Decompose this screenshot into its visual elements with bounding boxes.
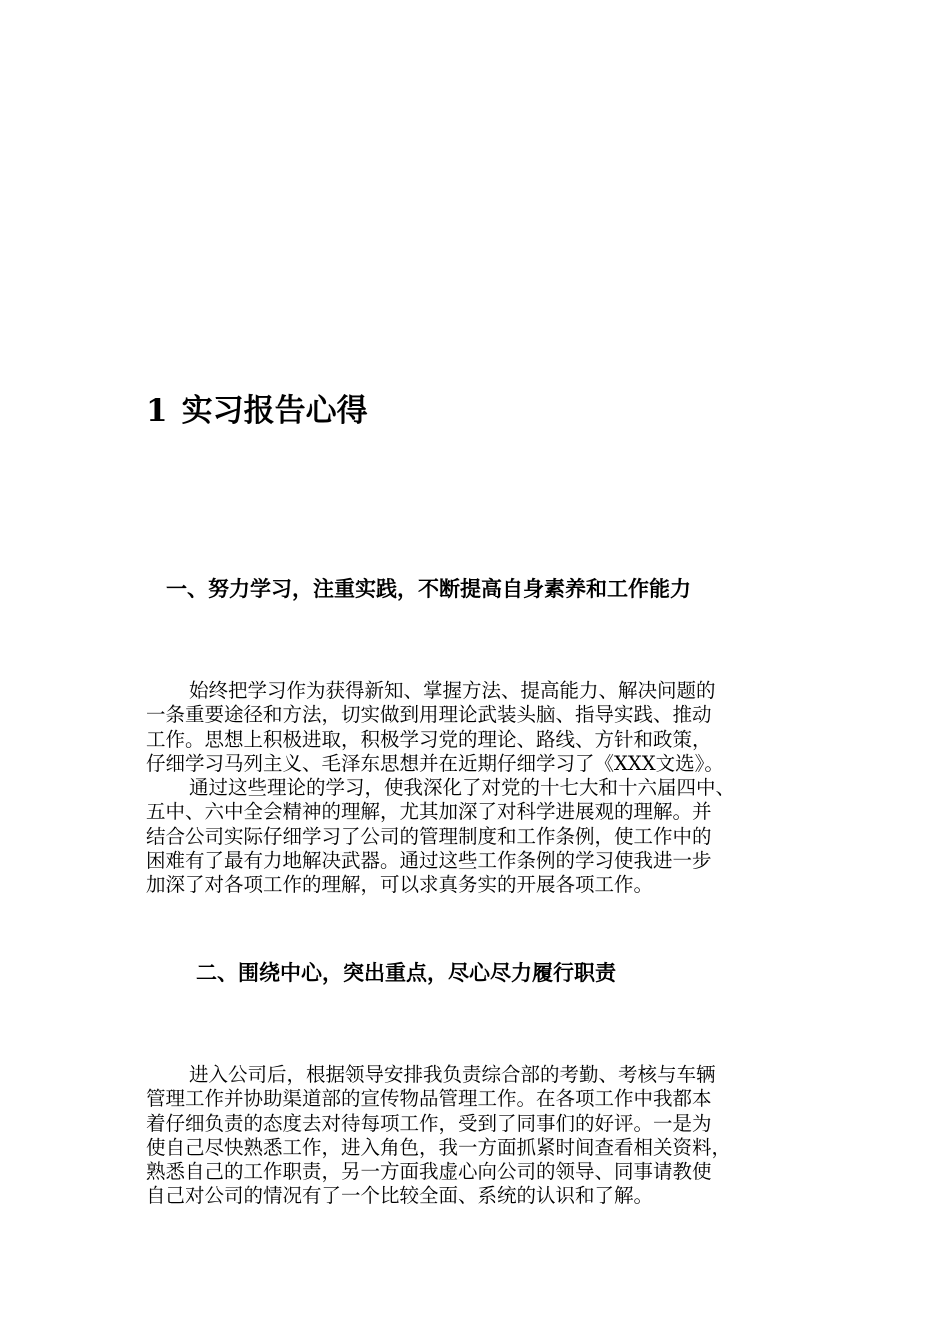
paragraph-line: 仔细学习马列主义、毛泽东思想并在近期仔细学习了《XXX文选》。 <box>146 751 724 775</box>
paragraph-line: 通过这些理论的学习，使我深化了对党的十七大和十六届四中、 <box>189 776 736 800</box>
paragraph-line: 使自己尽快熟悉工作，进入角色，我一方面抓紧时间查看相关资料， <box>146 1135 732 1159</box>
paragraph-line: 熟悉自己的工作职责，另一方面我虚心向公司的领导、同事请教使 <box>146 1160 712 1184</box>
paragraph-line: 一条重要途径和方法，切实做到用理论武装头脑、指导实践、推动 <box>146 703 712 727</box>
paragraph-line: 困难有了最有力地解决武器。通过这些工作条例的学习使我进一步 <box>146 849 712 873</box>
paragraph-line: 管理工作并协助渠道部的宣传物品管理工作。在各项工作中我都本 <box>146 1087 712 1111</box>
paragraph-line: 着仔细负责的态度去对待每项工作，受到了同事们的好评。一是为 <box>146 1111 712 1135</box>
title-number: 1 <box>146 393 168 429</box>
paragraph-line: 五中、六中全会精神的理解，尤其加深了对科学进展观的理解。并 <box>146 800 712 824</box>
section-1-body <box>146 679 816 898</box>
paragraph-line: 加深了对各项工作的理解，可以求真务实的开展各项工作。 <box>146 873 654 897</box>
section-2-body <box>146 1063 816 1209</box>
document-title <box>146 389 368 433</box>
title-text: 实习报告心得 <box>181 393 368 429</box>
paragraph-line: 自己对公司的情况有了一个比较全面、系统的认识和了解。 <box>146 1184 654 1208</box>
paragraph-line: 工作。思想上积极进取，积极学习党的理论、路线、方针和政策， <box>146 727 712 751</box>
section-2-heading: 二、围绕中心，突出重点，尽心尽力履行职责 <box>196 961 616 985</box>
paragraph-line: 进入公司后，根据领导安排我负责综合部的考勤、考核与车辆 <box>189 1063 716 1086</box>
paragraph-line: 结合公司实际仔细学习了公司的管理制度和工作条例，使工作中的 <box>146 824 712 848</box>
paragraph-line: 始终把学习作为获得新知、掌握方法、提高能力、解决问题的 <box>189 679 716 702</box>
section-1-heading: 一、努力学习，注重实践，不断提高自身素养和工作能力 <box>166 577 691 601</box>
